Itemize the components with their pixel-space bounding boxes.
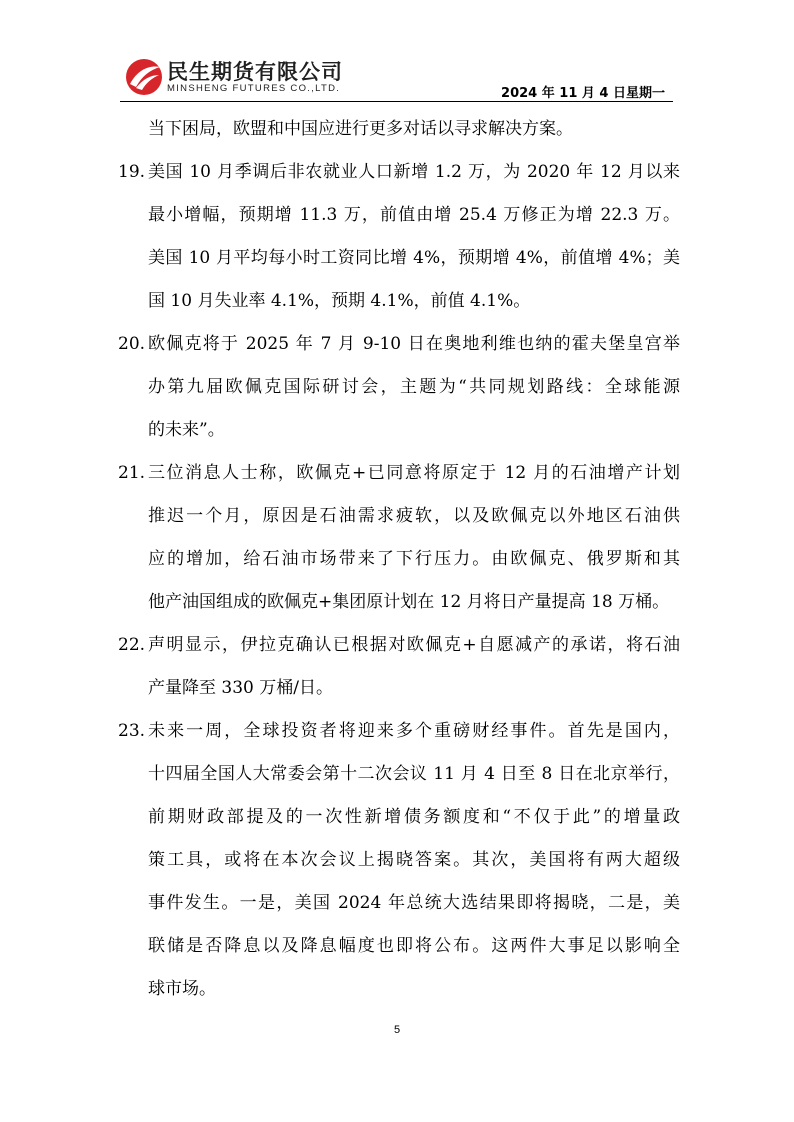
- company-name-cn: 民生期货有限公司: [167, 60, 343, 84]
- text-line: 应的增加，给石油市场带来了下行压力。由欧佩克、俄罗斯和其: [148, 549, 680, 569]
- item-number: 23.: [118, 721, 146, 741]
- text-line: 国 10 月失业率 4.1%，预期 4.1%，前值 4.1%。: [148, 291, 531, 311]
- news-list: [118, 108, 680, 1011]
- item-number: 21.: [118, 463, 146, 483]
- news-item-20: [118, 323, 680, 452]
- item-number: 19.: [118, 162, 146, 182]
- text-line: 声明显示，伊拉克确认已根据对欧佩克+自愿减产的承诺，将石油: [148, 635, 680, 655]
- report-date: 2024 年 11 月 4 日星期一: [501, 86, 665, 101]
- text-line: 美国 10 月平均每小时工资同比增 4%，预期增 4%，前值增 4%；美: [148, 248, 680, 268]
- text-line: 未来一周，全球投资者将迎来多个重磅财经事件。首先是国内，: [148, 721, 680, 741]
- text-line: 他产油国组成的欧佩克+集团原计划在 12 月将日产量提高 18 万桶。: [148, 592, 670, 612]
- news-item-23: [118, 710, 680, 1011]
- page-number: 5: [393, 1024, 401, 1036]
- news-item-19: [118, 151, 680, 323]
- text-line: 美国 10 月季调后非农就业人口新增 1.2 万，为 2020 年 12 月以来: [148, 162, 680, 182]
- text-line: 产量降至 330 万桶/日。: [148, 678, 333, 698]
- text-line: 事件发生。一是，美国 2024 年总统大选结果即将揭晓，二是，美: [148, 893, 680, 913]
- text-line: 联储是否降息以及降息幅度也即将公布。这两件大事足以影响全: [148, 936, 680, 956]
- text-line: 推迟一个月，原因是石油需求疲软，以及欧佩克以外地区石油供: [148, 506, 680, 526]
- text-line: 最小增幅，预期增 11.3 万，前值由增 25.4 万修正为增 22.3 万。: [148, 205, 680, 225]
- page-header: [120, 52, 673, 102]
- item-number: 22.: [118, 635, 146, 655]
- minsheng-logo-icon: [124, 57, 164, 97]
- text-line: 办第九届欧佩克国际研讨会，主题为“共同规划路线：全球能源: [148, 377, 680, 397]
- company-name-en: MINSHENG FUTURES CO.,LTD.: [167, 83, 341, 94]
- text-line: 球市场。: [148, 979, 216, 999]
- text-line: 前期财政部提及的一次性新增债务额度和“不仅于此”的增量政: [148, 807, 680, 827]
- text-line: 十四届全国人大常委会第十二次会议 11 月 4 日至 8 日在北京举行，: [148, 764, 680, 784]
- header-divider: [120, 101, 673, 102]
- text-line: 三位消息人士称，欧佩克+已同意将原定于 12 月的石油增产计划: [148, 463, 680, 483]
- news-item-22: [118, 624, 680, 710]
- item-number: 20.: [118, 334, 146, 354]
- company-logo: [124, 55, 364, 100]
- text-line: 的未来”。: [148, 420, 225, 440]
- news-item-21: [118, 452, 680, 624]
- continuation-paragraph: [118, 108, 680, 151]
- text-line: 欧佩克将于 2025 年 7 月 9-10 日在奥地利维也纳的霍夫堡皇宫举: [148, 334, 680, 354]
- text-line: 策工具，或将在本次会议上揭晓答案。其次，美国将有两大超级: [148, 850, 680, 870]
- text-line: 当下困局，欧盟和中国应进行更多对话以寻求解决方案。: [148, 119, 573, 139]
